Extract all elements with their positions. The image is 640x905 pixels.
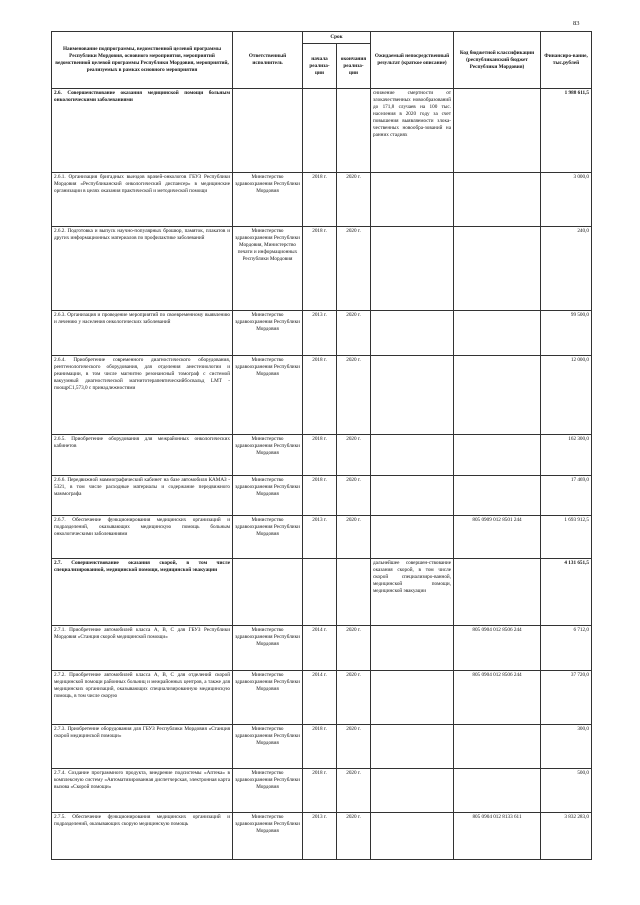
- result-cell: [371, 311, 454, 356]
- start-year-cell: [303, 559, 337, 626]
- budget-code-cell: [454, 227, 541, 311]
- budget-code-cell: [454, 89, 541, 173]
- start-year-cell: 2018 г.: [303, 769, 337, 813]
- result-cell: снижение смертности от злокачественных новообразований до 171,8 случаев на 100 тыс. населения в 2020 году за счет повышения выявляемости злока-чественных новообра-зований на ранних стадиях: [371, 89, 454, 173]
- executor-cell: Министерство здравоохранения Республики Мордовия: [233, 311, 303, 356]
- executor-cell: Министерство здравоохранения Республики Мордовия: [233, 516, 303, 559]
- end-year-cell: 2020 г.: [337, 813, 371, 860]
- event-cell: 2.7. Совершенствование оказания скорой, в том числе специализированной, медицинской помощи, медицинской эвакуации: [52, 559, 233, 626]
- budget-code-cell: 805 0904 012 8506 244: [454, 671, 541, 725]
- end-year-cell: [337, 89, 371, 173]
- executor-cell: [233, 559, 303, 626]
- end-year-cell: 2020 г.: [337, 516, 371, 559]
- start-year-cell: 2018 г.: [303, 476, 337, 516]
- result-cell: [371, 671, 454, 725]
- end-year-cell: 2020 г.: [337, 227, 371, 311]
- section-row: [52, 559, 592, 626]
- table-row: [52, 671, 592, 725]
- header-financing: Финансиро-вание, тыс.рублей: [541, 32, 592, 89]
- header-term: Срок: [303, 32, 371, 44]
- end-year-cell: 2020 г.: [337, 435, 371, 476]
- event-cell: 2.7.1. Приобретение автомобилей класса А, В, С для ГБУЗ Республики Мордовия «Станция скорой медицинской помощи»: [52, 626, 233, 671]
- start-year-cell: [303, 89, 337, 173]
- end-year-cell: 2020 г.: [337, 476, 371, 516]
- table-row: [52, 311, 592, 356]
- executor-cell: [233, 89, 303, 173]
- event-cell: 2.6.1. Организация бригадных выездов врачей-онкологов ГБУЗ Республики Мордовия «Республиканский онкологический диспансер» в медицинские организации в целях оказания практической и методической помощи: [52, 173, 233, 227]
- event-cell: 2.6.6. Передвижной маммографический кабинет на базе автомобиля КАМАЗ - 5321, в том числе расходные материалы и содержание передвижного маммографа: [52, 476, 233, 516]
- start-year-cell: 2018 г.: [303, 725, 337, 769]
- budget-code-cell: 805 0904 012 8506 244: [454, 626, 541, 671]
- header-start: начала реализа-ции: [303, 44, 337, 89]
- financing-cell: 37 720,0: [541, 671, 592, 725]
- executor-cell: Министерство здравоохранения Республики Мордовия: [233, 769, 303, 813]
- table-row: [52, 227, 592, 311]
- table-row: [52, 435, 592, 476]
- end-year-cell: 2020 г.: [337, 671, 371, 725]
- table-row: [52, 626, 592, 671]
- event-cell: 2.6.5. Приобретение оборудования для межрайонных онкологических кабинетов: [52, 435, 233, 476]
- table-header: [52, 32, 592, 89]
- result-cell: дальнейшее совершен-ствование оказания скорой, в том числе скорой специализиро-ванной, медицинской помощи, медицинской эвакуации: [371, 559, 454, 626]
- result-cell: [371, 173, 454, 227]
- program-table: [51, 31, 592, 860]
- financing-cell: 3 000,0: [541, 173, 592, 227]
- financing-cell: 3 832 283,0: [541, 813, 592, 860]
- result-cell: [371, 725, 454, 769]
- result-cell: [371, 435, 454, 476]
- start-year-cell: 2013 г.: [303, 516, 337, 559]
- executor-cell: Министерство здравоохранения Республики Мордовия: [233, 671, 303, 725]
- budget-code-cell: [454, 311, 541, 356]
- event-cell: 2.7.3. Приобретение оборудования для ГБУЗ Республики Мордовия «Станция скорой медицинской помощи»: [52, 725, 233, 769]
- result-cell: [371, 626, 454, 671]
- executor-cell: Министерство здравоохранения Республики Мордовия: [233, 173, 303, 227]
- executor-cell: Министерство здравоохранения Республики Мордовия, Министерство печати и информационных Республики Мордовия: [233, 227, 303, 311]
- financing-cell: 4 131 651,5: [541, 559, 592, 626]
- end-year-cell: [337, 559, 371, 626]
- executor-cell: Министерство здравоохранения Республики Мордовия: [233, 435, 303, 476]
- executor-cell: Министерство здравоохранения Республики Мордовия: [233, 356, 303, 435]
- header-result: Ожидаемый непосредственный результат (краткое описание): [371, 32, 454, 89]
- table-row: [52, 725, 592, 769]
- start-year-cell: 2018 г.: [303, 173, 337, 227]
- financing-cell: 12 000,0: [541, 356, 592, 435]
- result-cell: [371, 227, 454, 311]
- table-body: [52, 89, 592, 860]
- start-year-cell: 2014 г.: [303, 671, 337, 725]
- financing-cell: 300,0: [541, 725, 592, 769]
- start-year-cell: 2013 г.: [303, 813, 337, 860]
- executor-cell: Министерство здравоохранения Республики Мордовия: [233, 626, 303, 671]
- table-row: [52, 813, 592, 860]
- table-row: [52, 769, 592, 813]
- table-row: [52, 173, 592, 227]
- financing-cell: 6 712,0: [541, 626, 592, 671]
- header-event: Наименование подпрограммы, ведомственной целевой программы Республики Мордовия, основного мероприятия, мероприятий ведомственной целевой программы Республики Мордовия, мероприятий, реализуемых в рамках основного мероприятия: [52, 32, 233, 89]
- end-year-cell: 2020 г.: [337, 356, 371, 435]
- start-year-cell: 2013 г.: [303, 311, 337, 356]
- section-row: [52, 89, 592, 173]
- table-row: [52, 516, 592, 559]
- header-end: окончания реализа-ции: [337, 44, 371, 89]
- event-cell: 2.6. Совершенствование оказания медицинской помощи больным онкологическими заболеваниями: [52, 89, 233, 173]
- page-number: 83: [573, 20, 580, 27]
- budget-code-cell: [454, 769, 541, 813]
- result-cell: [371, 516, 454, 559]
- budget-code-cell: 805 0904 012 8133 611: [454, 813, 541, 860]
- end-year-cell: 2020 г.: [337, 173, 371, 227]
- table-row: [52, 356, 592, 435]
- event-cell: 2.6.4. Приобретение современного диагностического оборудования, рентгенологического оборудования, для отделения анестезиологии и реанимации, в том числе магнитно резонансный томограф с системой вакуумный диагностической магнитотерапевтическийбосвальд LMT - поощрC1,573,0 с принадлежностями: [52, 356, 233, 435]
- start-year-cell: 2018 г.: [303, 435, 337, 476]
- budget-code-cell: [454, 476, 541, 516]
- header-code: Код бюджетной классификации (республиканский бюджет Республики Мордовия): [454, 32, 541, 89]
- start-year-cell: 2018 г.: [303, 227, 337, 311]
- result-cell: [371, 356, 454, 435]
- budget-code-cell: [454, 559, 541, 626]
- financing-cell: 1 988 611,5: [541, 89, 592, 173]
- financing-cell: 162 300,0: [541, 435, 592, 476]
- end-year-cell: 2020 г.: [337, 725, 371, 769]
- event-cell: 2.6.3. Организация и проведение мероприятий по своевременному выявлению и лечению у населения онкологических заболеваний: [52, 311, 233, 356]
- event-cell: 2.7.5. Обеспечение функционирования медицинских организаций и подразделений, оказывающих скорую медицинскую помощь: [52, 813, 233, 860]
- result-cell: [371, 813, 454, 860]
- financing-cell: 500,0: [541, 769, 592, 813]
- event-cell: 2.7.4. Создание программного продукта, внедрение подсистемы «Аптека» в комплексную систему «Автоматизированная диспетчерская, электронная карта вызова «Скорой помощи»: [52, 769, 233, 813]
- event-cell: 2.7.2. Приобретение автомобилей класса А, В, С для отделений скорой медицинской помощи районных больниц и межрайонных центров, а также для медицинских организаций, оказывающих специализированную медицинскую помощь, в том числе скорую: [52, 671, 233, 725]
- end-year-cell: 2020 г.: [337, 769, 371, 813]
- event-cell: 2.6.2. Подготовка и выпуск научно-популярных брошюр, памяток, плакатов и других информационных материалов по профилактике заболеваний: [52, 227, 233, 311]
- budget-code-cell: [454, 725, 541, 769]
- executor-cell: Министерство здравоохранения Республики Мордовия: [233, 476, 303, 516]
- event-cell: 2.6.7. Обеспечение функционирования медицинских организаций и подразделений, оказывающих медицинскую помощь больным онкологическими заболеваниями: [52, 516, 233, 559]
- budget-code-cell: [454, 173, 541, 227]
- table-row: [52, 476, 592, 516]
- financing-cell: 240,0: [541, 227, 592, 311]
- start-year-cell: 2014 г.: [303, 626, 337, 671]
- start-year-cell: 2018 г.: [303, 356, 337, 435]
- end-year-cell: 2020 г.: [337, 626, 371, 671]
- executor-cell: Министерство здравоохранения Республики Мордовия: [233, 813, 303, 860]
- result-cell: [371, 769, 454, 813]
- budget-code-cell: 805 0909 012 8501 244: [454, 516, 541, 559]
- executor-cell: Министерство здравоохранения Республики Мордовия: [233, 725, 303, 769]
- budget-code-cell: [454, 435, 541, 476]
- budget-code-cell: [454, 356, 541, 435]
- financing-cell: 1 693 912,5: [541, 516, 592, 559]
- financing-cell: 17 469,0: [541, 476, 592, 516]
- result-cell: [371, 476, 454, 516]
- financing-cell: 99 500,0: [541, 311, 592, 356]
- header-executor: Ответственный исполнитель: [233, 32, 303, 89]
- end-year-cell: 2020 г.: [337, 311, 371, 356]
